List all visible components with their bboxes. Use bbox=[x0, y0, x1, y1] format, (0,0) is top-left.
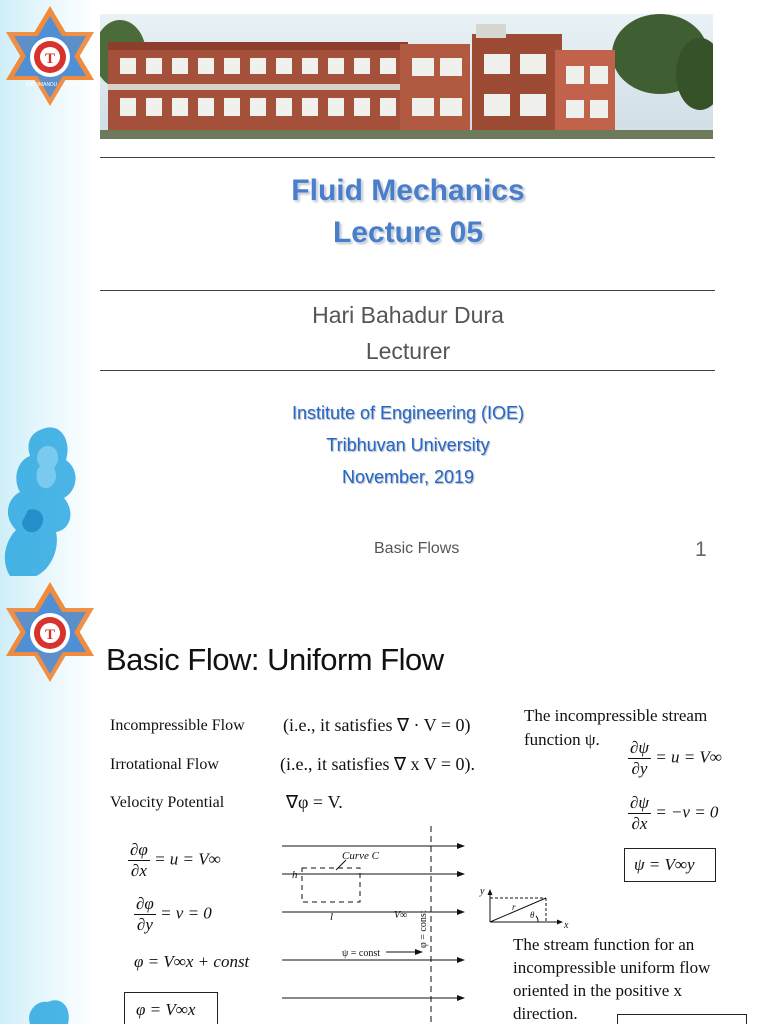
axes-theta-label: θ bbox=[530, 910, 535, 920]
row-label-velocity-potential: Velocity Potential bbox=[110, 794, 225, 811]
row-label-incompressible: Incompressible Flow bbox=[110, 717, 245, 734]
row-condition-incompressible: (i.e., it satisfies ∇ · V = 0) bbox=[283, 715, 471, 735]
logo-text-right: NEPAL bbox=[64, 82, 81, 88]
university-logo-2 bbox=[2, 578, 98, 686]
lecture-date: November, 2019 bbox=[341, 467, 475, 487]
eq-dpsi-dy-den: ∂y bbox=[631, 759, 648, 778]
svg-text:T: T bbox=[44, 51, 56, 67]
eq-dpsi-dy-rhs: = u = V∞ bbox=[655, 747, 722, 767]
eq-dpsi-dy-num: ∂ψ bbox=[630, 738, 649, 757]
eq-phi-const: φ = V∞x + const bbox=[134, 952, 250, 971]
eq-dpsi-dx-den: ∂x bbox=[631, 814, 648, 833]
university-name: Tribhuvan University bbox=[326, 435, 490, 455]
eq-dphi-dy-num: ∂φ bbox=[136, 894, 154, 913]
eq-dpsi-dy bbox=[628, 738, 722, 779]
diagram-psi-const-label: ψ = const bbox=[342, 948, 381, 959]
eq-dphi-dy bbox=[134, 894, 212, 935]
eq-dpsi-dx bbox=[628, 793, 718, 834]
university-logo bbox=[2, 2, 98, 110]
desc-line3: oriented in the positive x bbox=[513, 981, 683, 1000]
author-role: Lecturer bbox=[365, 338, 451, 364]
desc-line4: direction. bbox=[513, 1004, 578, 1023]
eq-dphi-dx-num: ∂φ bbox=[130, 840, 148, 859]
diagram-h-label: h bbox=[292, 869, 298, 881]
desc-line2: incompressible uniform flow bbox=[513, 958, 711, 977]
lecture-title-line2: Lecture 05 bbox=[332, 216, 484, 249]
row-label-irrotational: Irrotational Flow bbox=[110, 756, 219, 773]
footer-topic: Basic Flows bbox=[374, 540, 460, 557]
stream-text-line2: function ψ. bbox=[524, 730, 600, 749]
diagram-phi-const-label: φ = const bbox=[418, 910, 429, 948]
eq-dphi-dx bbox=[128, 840, 221, 881]
eq-dpsi-dx-rhs: = −v = 0 bbox=[655, 802, 719, 822]
ink-blob-decoration bbox=[0, 420, 96, 576]
eq-dphi-dy-rhs: = v = 0 bbox=[160, 903, 212, 923]
desc-line1: The stream function for an bbox=[513, 935, 695, 954]
campus-building-photo bbox=[100, 14, 713, 139]
axes-x-label: x bbox=[564, 920, 569, 931]
page-number: 1 bbox=[695, 538, 707, 561]
stream-text-line1: The incompressible stream bbox=[524, 706, 708, 725]
svg-text:T: T bbox=[44, 627, 56, 643]
uniform-flow-diagram bbox=[276, 822, 472, 1024]
ink-blob-decoration-2 bbox=[20, 996, 80, 1024]
divider-top bbox=[100, 157, 715, 158]
axes-y-label: y bbox=[480, 886, 485, 897]
diagram-l-label: l bbox=[330, 911, 334, 923]
eq-phi-box-text: φ = V∞x bbox=[136, 1000, 196, 1019]
lecture-title-line1: Fluid Mechanics bbox=[291, 174, 525, 207]
eq-dphi-dx-rhs: = u = V∞ bbox=[154, 849, 221, 869]
author-name: Hari Bahadur Dura bbox=[312, 302, 504, 328]
divider-bottom bbox=[100, 370, 715, 371]
partial-box-bottom-right bbox=[617, 1014, 747, 1024]
institute-name: Institute of Engineering (IOE) bbox=[291, 403, 525, 423]
diagram-vinf-label: V∞ bbox=[394, 910, 408, 921]
eq-dphi-dy-den: ∂y bbox=[136, 915, 153, 934]
row-condition-irrotational: (i.e., it satisfies ∇ x V = 0). bbox=[280, 754, 476, 774]
eq-psi-box-text: ψ = V∞y bbox=[634, 855, 695, 874]
polar-axes-diagram bbox=[478, 884, 574, 934]
eq-dpsi-dx-num: ∂ψ bbox=[630, 793, 649, 812]
uniform-flow-slide bbox=[0, 576, 768, 1024]
diagram-curve-label: Curve C bbox=[342, 850, 379, 862]
slide-title: Basic Flow: Uniform Flow bbox=[106, 642, 444, 677]
axes-r-label: r bbox=[512, 902, 516, 912]
eq-dphi-dx-den: ∂x bbox=[130, 861, 147, 880]
row-condition-velocity-potential: ∇φ = V. bbox=[286, 792, 343, 812]
divider-middle bbox=[100, 290, 715, 291]
logo-text-left: KATHMANDU bbox=[26, 82, 58, 88]
